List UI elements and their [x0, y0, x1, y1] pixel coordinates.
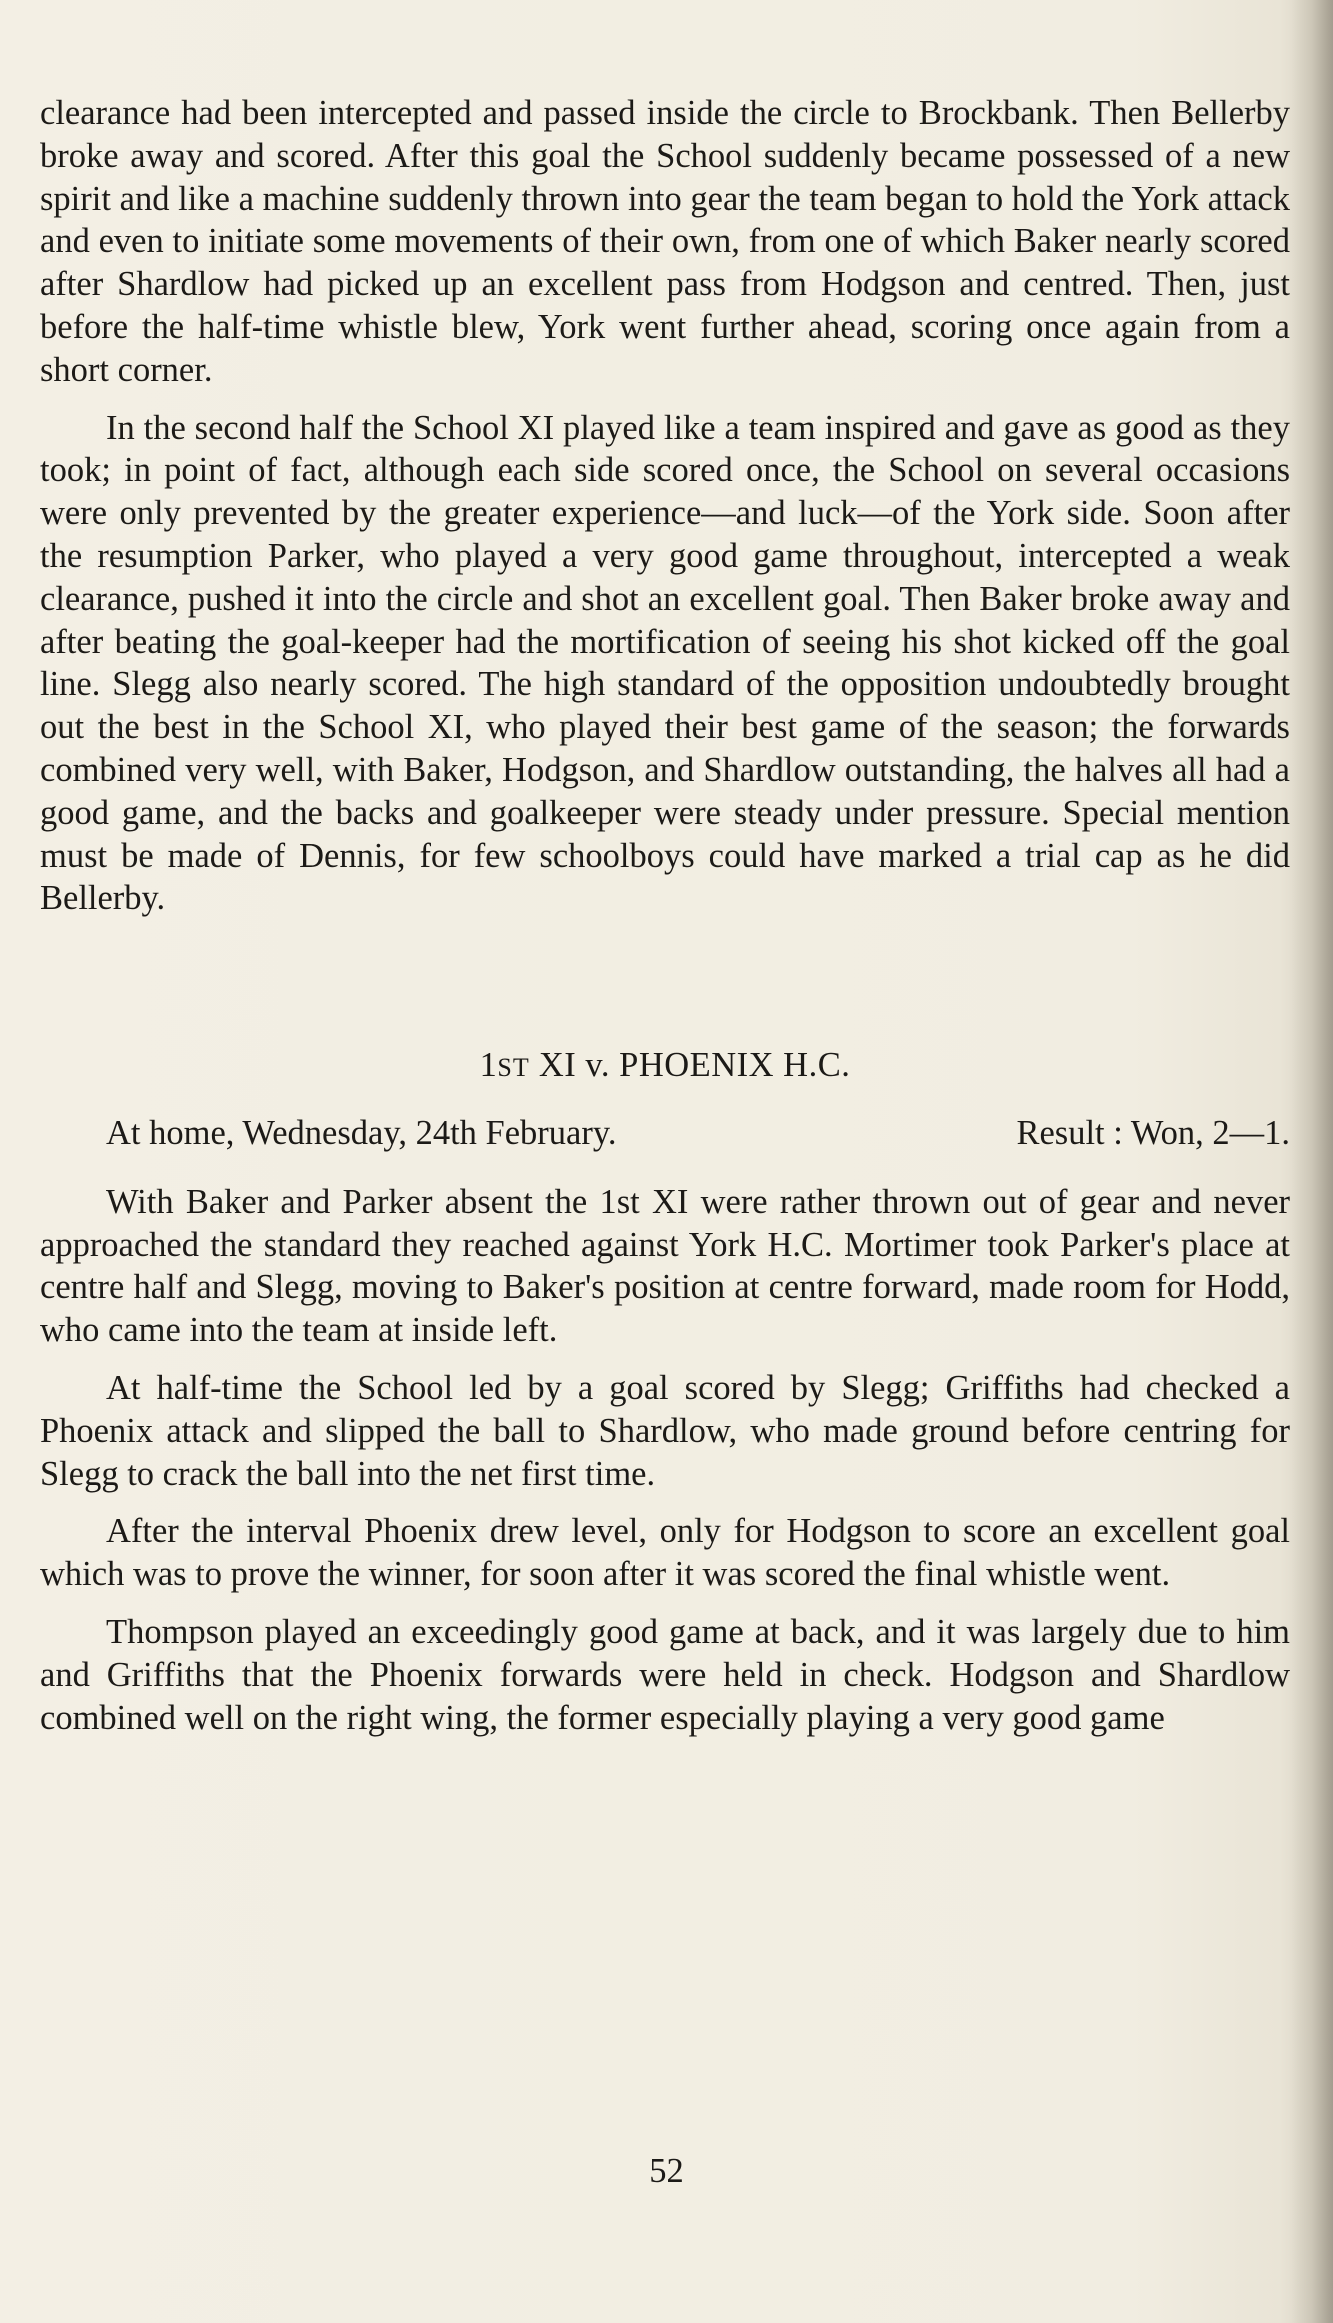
match-venue-date: At home, Wednesday, 24th February. [106, 1113, 617, 1152]
match-meta [40, 1112, 1290, 1155]
paragraph-lineup: With Baker and Parker absent the 1st XI were rather thrown out of gear and never approached the standard they reached against York H.C. Mortimer took Parker's place at centre half and Slegg, moving to Baker's position at centre forward, made room for Hodd, who came into the team at inside left. [40, 1182, 1290, 1350]
paragraph-half-time: At half-time the School led by a goal scored by Slegg; Griffiths had checked a Phoenix attack and slipped the ball to Shardlow, who made ground before centring for Slegg to crack the ball into the net first time. [40, 1368, 1290, 1493]
heading-number: 1 [479, 1046, 498, 1085]
heading-title: XI v. PHOENIX H.C. [529, 1046, 851, 1085]
paragraph-second-half: In the second half the School XI played like a team inspired and gave as good as they took; in point of fact, although each side scored once, the School on several occasions were only prevented by the greater experience—and luck—of the York side. Soon after the resumption Parker, who played a very good game throughout, intercepted a weak clearance, pushed it into the circle and shot an excellent goal. Then Baker broke away and after beating the goal-keeper had the mortification of seeing his shot kicked off the goal line. Slegg also nearly scored. The high standard of the opposition undoubtedly brought out the best in the School XI, who played their best game of the season; the forwards combined very well, with Baker, Hodgson, and Shardlow outstanding, the halves all had a good game, and the backs and goalkeeper were steady under pressure. Special mention must be made of Dennis, for few schoolboys could have marked a trial cap as he did Bellerby. [40, 408, 1290, 918]
match-heading [40, 1044, 1290, 1090]
heading-ordinal: ST [497, 1053, 530, 1083]
paragraph-thompson: Thompson played an exceedingly good game at back, and it was largely due to him and Griffiths that the Phoenix forwards were held in check. Hodgson and Shardlow combined well on the right wing, the former especially playing a very good game [40, 1612, 1290, 1737]
paragraph-continued: clearance had been intercepted and passed inside the circle to Brockbank. Then Bellerby broke away and scored. After this goal the School suddenly became possessed of a new spirit and like a machine suddenly thrown into gear the team began to hold the York attack and even to initiate some movements of their own, from one of which Baker nearly scored after Shardlow had picked up an excellent pass from Hodgson and centred. Then, just before the half-time whistle blew, York went further ahead, scoring once again from a short corner. [40, 94, 1290, 389]
page-number: 52 [649, 2152, 684, 2190]
page-edge-shadow [1291, 0, 1333, 2323]
match-result: Result : Won, 2—1. [1016, 1113, 1290, 1152]
page-content [40, 92, 1290, 1739]
paragraph-interval: After the interval Phoenix drew level, only for Hodgson to score an excellent goal which was to prove the winner, for soon after it was scored the final whistle went. [40, 1512, 1290, 1594]
